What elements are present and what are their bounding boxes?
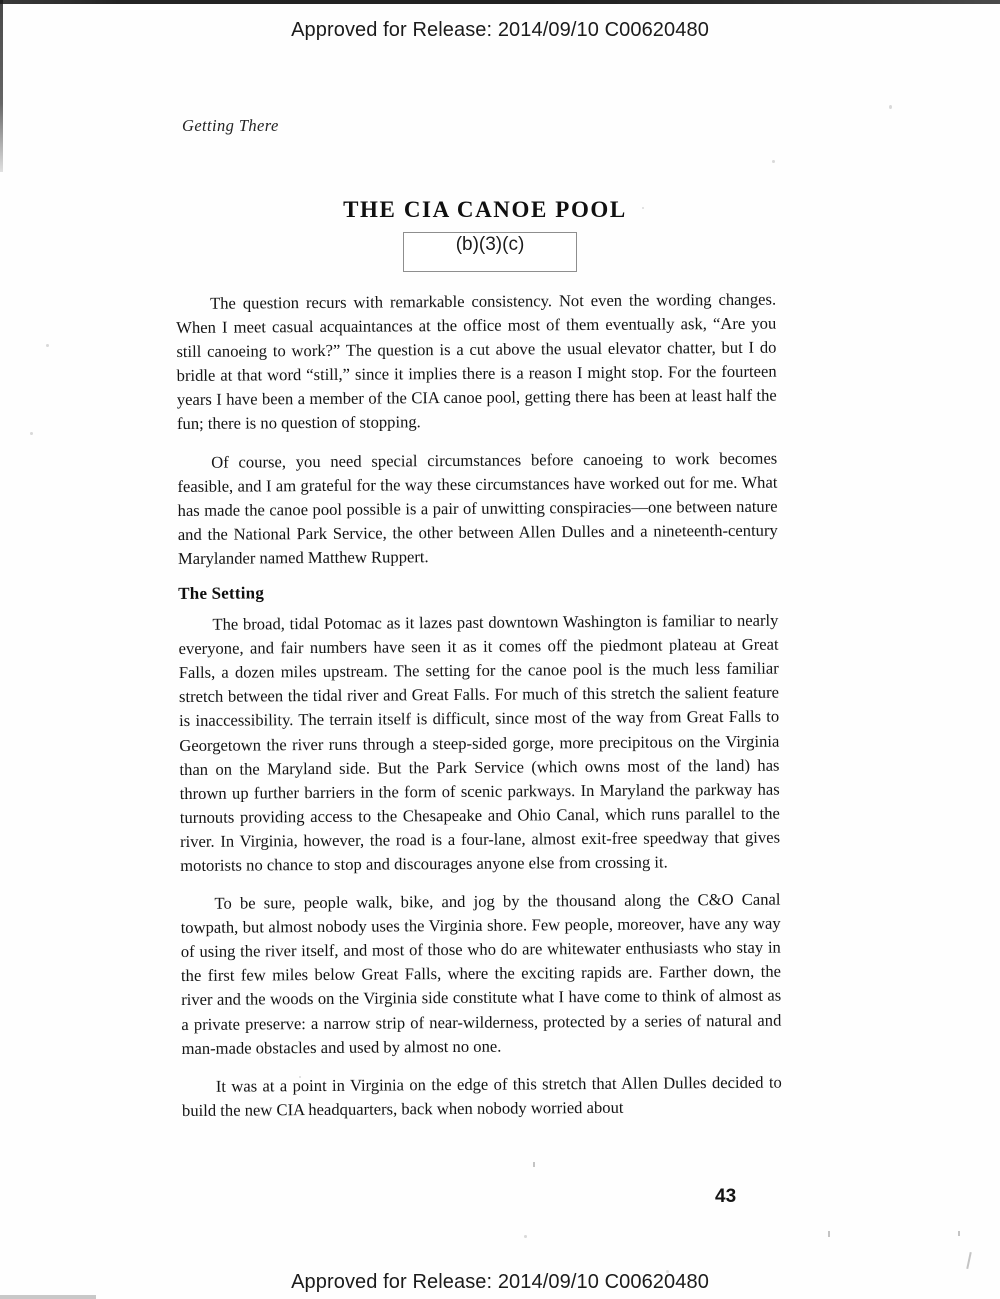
scan-speck (889, 105, 892, 109)
scan-tick (828, 1231, 830, 1237)
scan-tick (966, 1252, 971, 1269)
scan-tick (958, 1231, 960, 1236)
paragraph: Of course, you need special circumstances before canoeing to work becomes feasible, and I am grateful for the way these circumstances have worked out for me. What has made the canoe pool possible is a pair of unwitting conspiracies—one between nature and the National Park Service, the other between Allen Dulles and a nineteenth-century Marylander named Matthew Ruppert. (177, 448, 778, 568)
paragraph: The broad, tidal Potomac as it lazes past downtown Washington is familiar to nearly everyone, and fair numbers have seen it as it comes off the piedmont plateau at Great Falls, a dozen miles upstream. The setting for the canoe pool is the much less familiar stretch between the tidal river and Great Falls. For much of this stretch the salient feature is inaccessibility. The terrain itself is difficult, since most of the way from Great Falls to Georgetown the river runs through a steep-sided gorge, more precipitous on the Virginia than on the Maryland side. But the Park Service (which owns most of the land) has thrown up further barriers in the form of scenic parkways. In Maryland the parkway has turnouts providing access to the Chesapeake and Ohio Canal, which runs parallel to the river. In Virginia, however, the road is a four-lane, almost exit-free speedway that gives motorists no chance to stop and discourages anyone else from crossing it. (178, 610, 781, 875)
page-number: 43 (715, 1186, 737, 1207)
paragraph: It was at a point in Virginia on the edge of this stretch that Allen Dulles decided to build the new CIA headquarters, back when nobody worried about (181, 1072, 782, 1120)
paragraph: To be sure, people walk, bike, and jog by the thousand along the C&O Canal towpath, but almost nobody uses the Virginia shore. Few people, moreover, have any way of using the river itself, and most of those who do are whitewater enthusiasts who stay in the first few miles below Great Falls, where the exciting rapids are. Farther down, the river and the woods on the Virginia side constitute what I have come to think of almost as a private preserve: a narrow strip of near-wilderness, protected by a series of natural and man-made obstacles and used by almost no one. (180, 889, 782, 1058)
scan-edge-artifact-top (0, 0, 1000, 4)
scan-speck (30, 432, 33, 435)
release-stamp-bottom: Approved for Release: 2014/09/10 C00620480 (291, 1271, 709, 1293)
redaction-exemption-label: (b)(3)(c) (455, 234, 525, 255)
scan-speck (46, 344, 49, 347)
running-head: Getting There (182, 116, 279, 135)
paragraph: The question recurs with remarkable consistency. Not even the wording changes. When I meet casual acquaintances at the office most of them eventually ask, “Are you still canoeing to work?” The question is a cut above the usual elevator chatter, but I do bridle at that word “still,” since it implies there is a reason I might stop. For the fourteen years I have been a member of the CIA canoe pool, getting there has been at least half the fun; there is no question of stopping. (176, 289, 777, 434)
scan-tick (533, 1162, 535, 1167)
section-heading: The Setting (178, 583, 265, 604)
scan-edge-artifact-bottom (0, 1295, 96, 1299)
scan-speck (524, 1235, 527, 1238)
document-body (176, 288, 782, 1137)
page-title: THE CIA CANOE POOL (343, 197, 627, 222)
scan-speck (772, 160, 775, 163)
release-stamp-top: Approved for Release: 2014/09/10 C00620480 (291, 19, 709, 41)
